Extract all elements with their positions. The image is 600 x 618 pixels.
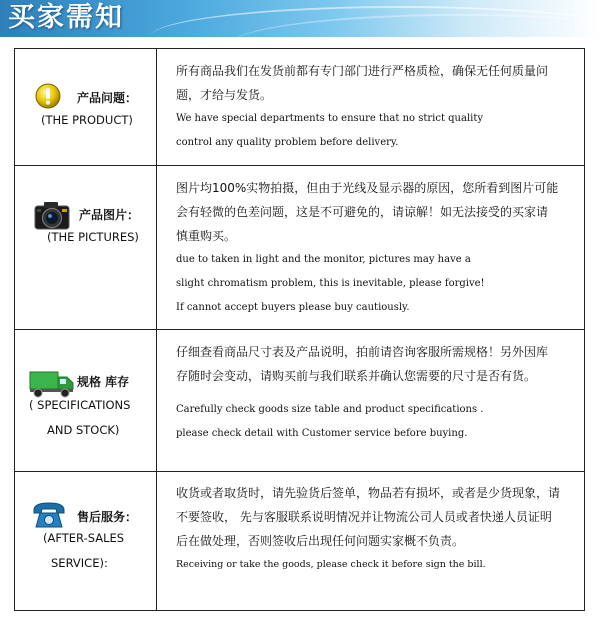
section-label-cn: 产品图片：: [79, 208, 140, 222]
content-en-line: control any quality problem before delivery.: [176, 137, 399, 148]
section-content-cell: [157, 330, 584, 471]
section-label-cn: 售后服务：: [77, 510, 138, 524]
section-label-cell: [15, 166, 157, 329]
section-label-en: ( SPECIFICATIONS: [29, 398, 131, 412]
telephone-icon: [31, 500, 67, 534]
content-en-line: We have special departments to ensure that no strict quality: [176, 113, 484, 124]
section-product: [15, 49, 584, 166]
section-content-cell: [157, 472, 584, 610]
notice-table: [14, 48, 585, 611]
header-banner: [0, 0, 600, 37]
section-label-en: AND STOCK): [47, 423, 120, 437]
section-specifications: [15, 330, 584, 472]
content-en-line: slight chromatism problem, this is inevitable, please forgive!: [176, 278, 485, 289]
content-en-line: Receiving or take the goods, please check it before sign the bill.: [176, 559, 486, 570]
content-en-line: due to taken in light and the monitor, pictures may have a: [176, 254, 471, 265]
page-title: 买家需知: [8, 2, 124, 33]
section-label-cell: [15, 330, 157, 471]
content-en-line: please check detail with Customer service before buying.: [176, 428, 468, 439]
content-cn-line: 图片均100%实物拍摄，但由于光线及显示器的原因，您所看到图片可能: [176, 181, 559, 195]
section-label-cell: [15, 472, 157, 610]
content-cn-line: 慎重购买。: [176, 229, 237, 243]
content-cn-line: 仔细查看商品尺寸表及产品说明，拍前请咨询客服所需规格！另外因库: [176, 345, 549, 359]
delivery-truck-icon: [29, 368, 75, 402]
content-cn-line: 后在做处理，否则签收后出现任何问题实家概不负责。: [176, 534, 465, 548]
section-label-cell: [15, 49, 157, 165]
content-cn-line: 会有轻微的色差问题，这是不可避免的，请谅解！如无法接受的买家请: [176, 205, 549, 219]
content-cn-line: 存随时会变动，请购买前与我们联系并确认您需要的尺寸是否有货。: [176, 369, 537, 383]
section-label-cn: 产品问题：: [77, 91, 138, 105]
content-en-line: Carefully check goods size table and product specifications .: [176, 404, 484, 415]
section-pictures: [15, 166, 584, 330]
section-content-cell: [157, 166, 584, 329]
section-after-sales: [15, 472, 584, 610]
section-label-en: (THE PRODUCT): [41, 113, 133, 127]
section-label-en: (THE PICTURES): [47, 230, 139, 244]
content-cn-line: 不要签收， 先与客服联系说明情况并让物流公司人员或者快递人员证明: [176, 510, 552, 524]
content-cn-line: 题，才给与发货。: [176, 88, 273, 102]
section-label-en: (AFTER-SALES: [43, 531, 125, 545]
content-cn-line: 收货或者取货时，请先验货后签单，物品若有损坏，或者是少货现象，请: [176, 486, 561, 500]
section-content-cell: [157, 49, 584, 165]
content-cn-line: 所有商品我们在发货前都有专门部门进行严格质检，确保无任何质量问: [176, 64, 549, 78]
section-label-en: SERVICE):: [51, 556, 108, 570]
section-label-cn: 规格 库存: [77, 375, 130, 389]
warning-exclamation-icon: [35, 83, 61, 113]
content-en-line: If cannot accept buyers please buy cautiously.: [176, 302, 410, 313]
